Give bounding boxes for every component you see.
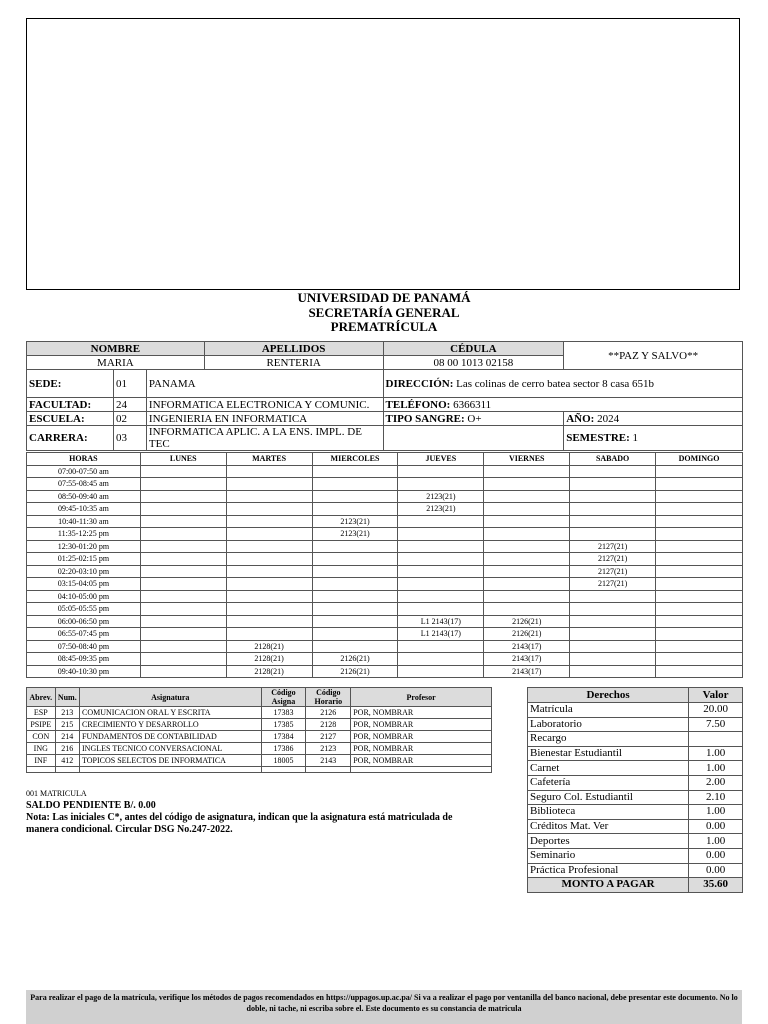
fee-row — [528, 746, 743, 761]
schedule-cell — [140, 640, 226, 653]
address-cell — [383, 370, 742, 398]
time-slot: 04:10-05:00 pm — [27, 590, 141, 603]
fee-name: Seminario — [528, 848, 689, 863]
schedule-cell — [484, 465, 570, 478]
schedule-row — [27, 578, 743, 591]
schedule-cell — [312, 578, 398, 591]
schedule-cell: 2128(21) — [226, 665, 312, 678]
schedule-cell — [398, 515, 484, 528]
schedule-cell — [398, 578, 484, 591]
subject-cell: 17383 — [261, 707, 306, 719]
sede-label: SEDE: — [27, 370, 114, 398]
schedule-cell — [656, 603, 743, 616]
subjects-header: Código Horario — [306, 688, 351, 707]
subject-row — [27, 719, 492, 731]
schedule-cell — [656, 515, 743, 528]
schedule-cell: 2123(21) — [312, 515, 398, 528]
schedule-cell — [140, 528, 226, 541]
fee-row — [528, 717, 743, 732]
career-label: CARRERA: — [27, 426, 114, 451]
schedule-cell: 2128(21) — [226, 640, 312, 653]
time-slot: 06:55-07:45 pm — [27, 628, 141, 641]
schedule-cell — [570, 615, 656, 628]
fee-name: Carnet — [528, 761, 689, 776]
fee-row — [528, 790, 743, 805]
fee-value: 1.00 — [689, 805, 743, 820]
schedule-header: JUEVES — [398, 453, 484, 466]
payment-footer — [26, 990, 742, 1024]
blood-value: O+ — [467, 412, 482, 425]
schedule-cell: 2127(21) — [570, 578, 656, 591]
fee-name: Créditos Mat. Ver — [528, 819, 689, 834]
schedule-row — [27, 615, 743, 628]
schedule-cell — [656, 565, 743, 578]
schedule-cell: 2127(21) — [570, 553, 656, 566]
schedule-cell — [312, 640, 398, 653]
schedule-cell — [484, 503, 570, 516]
schedule-cell — [484, 528, 570, 541]
schedule-cell — [656, 553, 743, 566]
schedule-cell — [484, 490, 570, 503]
subject-cell: POR, NOMBRAR — [351, 719, 492, 731]
schedule-cell — [570, 465, 656, 478]
schedule-cell: 2126(21) — [312, 665, 398, 678]
status-badge: **PAZ Y SALVO** — [564, 342, 743, 370]
schedule-header: HORAS — [27, 453, 141, 466]
schedule-cell — [656, 578, 743, 591]
schedule-cell — [484, 565, 570, 578]
schedule-cell — [140, 515, 226, 528]
fee-row — [528, 848, 743, 863]
fee-value: 1.00 — [689, 746, 743, 761]
schedule-header: VIERNES — [484, 453, 570, 466]
fees-header: Derechos — [528, 688, 689, 703]
subject-cell: PSIPE — [27, 719, 56, 731]
schedule-cell: 2143(17) — [484, 653, 570, 666]
schedule-cell — [570, 590, 656, 603]
subject-cell: 2123 — [306, 743, 351, 755]
subject-row — [27, 743, 492, 755]
conditional-note: Nota: Las iniciales C*, antes del código de asignatura, indican que la asignatura está matriculada de manera condicional. Circular DSG No.247-2022. — [26, 812, 453, 835]
schedule-cell — [570, 478, 656, 491]
semester-value: 1 — [632, 432, 639, 444]
schedule-cell — [570, 490, 656, 503]
subject-cell: 216 — [55, 743, 79, 755]
time-slot: 05:05-05:55 pm — [27, 603, 141, 616]
fee-name: Seguro Col. Estudiantil — [528, 790, 689, 805]
subject-cell: POR, NOMBRAR — [351, 743, 492, 755]
schedule-cell — [140, 653, 226, 666]
schedule-cell — [656, 478, 743, 491]
schedule-cell — [398, 465, 484, 478]
subject-cell-blank — [306, 767, 351, 773]
fees-table — [527, 687, 743, 893]
subject-cell: POR, NOMBRAR — [351, 731, 492, 743]
fee-value: 1.00 — [689, 761, 743, 776]
address-value: Las colinas de cerro batea sector 8 casa 651b — [456, 377, 655, 390]
schedule-cell — [484, 478, 570, 491]
schedule-header: MARTES — [226, 453, 312, 466]
schedule-row — [27, 653, 743, 666]
time-slot: 09:45-10:35 am — [27, 503, 141, 516]
schedule-cell: 2123(21) — [312, 528, 398, 541]
schedule-row — [27, 478, 743, 491]
subject-row — [27, 731, 492, 743]
schedule-cell — [312, 478, 398, 491]
schedule-row — [27, 565, 743, 578]
schedule-row — [27, 528, 743, 541]
schedule-cell: L1 2143(17) — [398, 615, 484, 628]
fee-row — [528, 819, 743, 834]
schedule-cell — [226, 515, 312, 528]
time-slot: 03:15-04:05 pm — [27, 578, 141, 591]
career-value: INFORMATICA APLIC. A LA ENS. IMPL. DE TEC — [146, 426, 383, 451]
subjects-header: Abrev. — [27, 688, 56, 707]
schedule-cell: 2126(21) — [484, 628, 570, 641]
schedule-row — [27, 540, 743, 553]
subject-cell: POR, NOMBRAR — [351, 707, 492, 719]
time-slot: 07:55-08:45 am — [27, 478, 141, 491]
schedule-cell — [140, 478, 226, 491]
subject-cell: 213 — [55, 707, 79, 719]
schedule-cell — [656, 665, 743, 678]
time-slot: 09:40-10:30 pm — [27, 665, 141, 678]
schedule-cell — [226, 590, 312, 603]
semester-label: SEMESTRE: — [566, 432, 630, 444]
name-header: NOMBRE — [27, 342, 205, 356]
fee-row — [528, 834, 743, 849]
subject-cell: ING — [27, 743, 56, 755]
pending-balance: SALDO PENDIENTE B/. 0.00 — [26, 800, 156, 811]
schedule-cell — [484, 553, 570, 566]
fees-header: Valor — [689, 688, 743, 703]
fee-value: 2.00 — [689, 775, 743, 790]
footer-text: Para realizar el pago de la matrícula, verifique los métodos de pagos recomendados en https://uppagos.up.ac.pa/ Si va a realizar el pago por ventanilla del banco nacional, debe presentar este documento. No lo doble, ni tache, ni escriba sobre el. Este documento es su constancia de matricula — [30, 993, 738, 1013]
faculty-label: FACULTAD: — [27, 398, 114, 412]
schedule-cell — [398, 553, 484, 566]
subject-row-blank — [27, 767, 492, 773]
schedule-table — [26, 452, 743, 678]
schedule-cell — [570, 665, 656, 678]
schedule-cell — [484, 578, 570, 591]
schedule-cell: 2127(21) — [570, 565, 656, 578]
schedule-cell — [140, 578, 226, 591]
fee-value: 0.00 — [689, 819, 743, 834]
schedule-cell — [570, 653, 656, 666]
schedule-cell — [570, 503, 656, 516]
schedule-cell — [226, 615, 312, 628]
total-value: 35.60 — [689, 878, 743, 893]
schedule-row — [27, 553, 743, 566]
document-header — [0, 291, 768, 335]
schedule-cell — [398, 478, 484, 491]
time-slot: 02:20-03:10 pm — [27, 565, 141, 578]
schedule-cell: L1 2143(17) — [398, 628, 484, 641]
empty-cell — [383, 426, 564, 451]
subject-cell: POR, NOMBRAR — [351, 755, 492, 767]
schedule-cell — [398, 528, 484, 541]
schedule-header: SABADO — [570, 453, 656, 466]
blood-cell — [383, 412, 564, 426]
subject-cell: TOPICOS SELECTOS DE INFORMATICA — [80, 755, 262, 767]
university-title: UNIVERSIDAD DE PANAMÁ — [297, 290, 471, 305]
schedule-cell — [656, 615, 743, 628]
schedule-cell — [656, 640, 743, 653]
schedule-cell — [226, 465, 312, 478]
schedule-row — [27, 628, 743, 641]
schedule-cell — [570, 515, 656, 528]
schedule-cell — [656, 628, 743, 641]
fee-row — [528, 703, 743, 718]
schedule-cell — [570, 640, 656, 653]
schedule-cell — [140, 665, 226, 678]
fee-name: Cafetería — [528, 775, 689, 790]
student-name: MARIA — [27, 356, 205, 370]
year-value: 2024 — [597, 412, 620, 425]
address-label: DIRECCIÓN: — [385, 377, 454, 390]
schedule-cell — [140, 465, 226, 478]
student-id: 08 00 1013 02158 — [383, 356, 564, 370]
subject-cell: 2127 — [306, 731, 351, 743]
enrollment-code: 001 MATRICULA — [26, 789, 87, 798]
semester-cell — [564, 426, 743, 451]
fee-name: Deportes — [528, 834, 689, 849]
school-label: ESCUELA: — [27, 412, 114, 426]
schedule-cell — [656, 653, 743, 666]
fee-name: Recargo — [528, 732, 689, 747]
subject-cell-blank — [351, 767, 492, 773]
schedule-cell — [484, 540, 570, 553]
subject-cell-blank — [27, 767, 56, 773]
subject-row — [27, 707, 492, 719]
schedule-row — [27, 490, 743, 503]
subject-row — [27, 755, 492, 767]
schedule-cell — [570, 628, 656, 641]
schedule-cell — [312, 615, 398, 628]
schedule-cell — [140, 490, 226, 503]
schedule-header: LUNES — [140, 453, 226, 466]
subject-cell: 17384 — [261, 731, 306, 743]
schedule-cell — [140, 503, 226, 516]
subject-cell: INGLES TECNICO CONVERSACIONAL — [80, 743, 262, 755]
schedule-cell — [656, 490, 743, 503]
career-code: 03 — [113, 426, 146, 451]
schedule-cell — [312, 490, 398, 503]
time-slot: 07:50-08:40 pm — [27, 640, 141, 653]
fee-row — [528, 805, 743, 820]
office-title: SECRETARÍA GENERAL — [308, 304, 460, 320]
fee-value: 0.00 — [689, 848, 743, 863]
fee-name: Bienestar Estudiantil — [528, 746, 689, 761]
subject-cell: 18005 — [261, 755, 306, 767]
year-label: AÑO: — [566, 412, 595, 425]
schedule-cell — [656, 540, 743, 553]
subjects-header: Num. — [55, 688, 79, 707]
faculty-value: INFORMATICA ELECTRONICA Y COMUNIC. — [146, 398, 383, 412]
subjects-header: Asignatura — [80, 688, 262, 707]
schedule-cell — [656, 590, 743, 603]
schedule-cell — [140, 628, 226, 641]
subject-cell: 412 — [55, 755, 79, 767]
schedule-cell — [398, 603, 484, 616]
notes-block — [26, 788, 486, 836]
schedule-cell: 2126(21) — [484, 615, 570, 628]
subjects-header: Código Asigna — [261, 688, 306, 707]
schedule-cell — [398, 565, 484, 578]
student-info-table — [26, 341, 743, 451]
schedule-row — [27, 665, 743, 678]
fee-name: Matrícula — [528, 703, 689, 718]
schedule-cell: 2127(21) — [570, 540, 656, 553]
schedule-row — [27, 590, 743, 603]
schedule-header: DOMINGO — [656, 453, 743, 466]
fee-row — [528, 775, 743, 790]
schedule-cell: 2143(17) — [484, 640, 570, 653]
schedule-cell — [398, 590, 484, 603]
subject-cell-blank — [80, 767, 262, 773]
subject-cell-blank — [55, 767, 79, 773]
subject-cell: 214 — [55, 731, 79, 743]
schedule-cell — [312, 553, 398, 566]
student-surname: RENTERIA — [204, 356, 383, 370]
schedule-cell — [140, 615, 226, 628]
school-code: 02 — [113, 412, 146, 426]
schedule-cell — [484, 603, 570, 616]
schedule-cell — [656, 528, 743, 541]
subject-cell: FUNDAMENTOS DE CONTABILIDAD — [80, 731, 262, 743]
subject-cell-blank — [261, 767, 306, 773]
time-slot: 08:45-09:35 pm — [27, 653, 141, 666]
subject-cell: 2143 — [306, 755, 351, 767]
subject-cell: 17385 — [261, 719, 306, 731]
photo-frame — [26, 18, 740, 290]
phone-value: 6366311 — [453, 398, 492, 411]
schedule-cell — [312, 628, 398, 641]
schedule-cell — [226, 553, 312, 566]
schedule-cell — [570, 603, 656, 616]
fee-row — [528, 732, 743, 747]
schedule-cell — [226, 603, 312, 616]
fee-value: 20.00 — [689, 703, 743, 718]
schedule-cell — [140, 553, 226, 566]
schedule-cell: 2123(21) — [398, 490, 484, 503]
schedule-cell — [312, 540, 398, 553]
schedule-cell — [398, 540, 484, 553]
fee-value: 1.00 — [689, 834, 743, 849]
schedule-cell: 2143(17) — [484, 665, 570, 678]
schedule-cell — [140, 603, 226, 616]
id-header: CÉDULA — [383, 342, 564, 356]
schedule-cell — [226, 478, 312, 491]
fee-name: Biblioteca — [528, 805, 689, 820]
schedule-cell — [312, 590, 398, 603]
sede-code: 01 — [113, 370, 146, 398]
schedule-row — [27, 640, 743, 653]
schedule-cell: 2123(21) — [398, 503, 484, 516]
schedule-cell — [226, 540, 312, 553]
schedule-cell — [398, 640, 484, 653]
time-slot: 06:00-06:50 pm — [27, 615, 141, 628]
schedule-cell — [570, 528, 656, 541]
schedule-cell — [312, 565, 398, 578]
faculty-code: 24 — [113, 398, 146, 412]
subject-cell: 17386 — [261, 743, 306, 755]
phone-cell — [383, 398, 742, 412]
schedule-cell: 2128(21) — [226, 653, 312, 666]
fee-value: 2.10 — [689, 790, 743, 805]
schedule-row — [27, 603, 743, 616]
fee-name: Práctica Profesional — [528, 863, 689, 878]
schedule-row — [27, 503, 743, 516]
schedule-row — [27, 515, 743, 528]
time-slot: 12:30-01:20 pm — [27, 540, 141, 553]
fee-value: 0.00 — [689, 863, 743, 878]
subject-cell: CRECIMIENTO Y DESARROLLO — [80, 719, 262, 731]
schedule-cell — [312, 465, 398, 478]
phone-label: TELÉFONO: — [385, 398, 451, 411]
total-label: MONTO A PAGAR — [528, 878, 689, 893]
schedule-cell — [312, 603, 398, 616]
schedule-cell — [312, 503, 398, 516]
schedule-cell — [226, 578, 312, 591]
schedule-cell — [226, 628, 312, 641]
subjects-header: Profesor — [351, 688, 492, 707]
schedule-cell: 2126(21) — [312, 653, 398, 666]
fee-name: Laboratorio — [528, 717, 689, 732]
time-slot: 07:00-07:50 am — [27, 465, 141, 478]
schedule-row — [27, 465, 743, 478]
year-cell — [564, 412, 743, 426]
subject-cell: 215 — [55, 719, 79, 731]
fee-value — [689, 732, 743, 747]
time-slot: 10:40-11:30 am — [27, 515, 141, 528]
schedule-cell — [656, 503, 743, 516]
schedule-cell — [140, 540, 226, 553]
schedule-cell — [140, 590, 226, 603]
time-slot: 01:25-02:15 pm — [27, 553, 141, 566]
schedule-cell — [484, 590, 570, 603]
subject-cell: COMUNICACION ORAL Y ESCRITA — [80, 707, 262, 719]
document-title: PREMATRÍCULA — [330, 319, 438, 334]
subject-cell: CON — [27, 731, 56, 743]
subjects-table — [26, 687, 492, 773]
blood-label: TIPO SANGRE: — [385, 412, 465, 425]
subject-cell: 2126 — [306, 707, 351, 719]
schedule-cell — [226, 528, 312, 541]
school-value: INGENIERIA EN INFORMATICA — [146, 412, 383, 426]
schedule-header: MIERCOLES — [312, 453, 398, 466]
surname-header: APELLIDOS — [204, 342, 383, 356]
time-slot: 08:50-09:40 am — [27, 490, 141, 503]
schedule-cell — [398, 653, 484, 666]
schedule-cell — [226, 565, 312, 578]
schedule-cell — [656, 465, 743, 478]
fee-value: 7.50 — [689, 717, 743, 732]
schedule-cell — [226, 490, 312, 503]
schedule-cell — [226, 503, 312, 516]
subject-cell: INF — [27, 755, 56, 767]
fee-row — [528, 863, 743, 878]
fee-row — [528, 761, 743, 776]
schedule-cell — [484, 515, 570, 528]
schedule-cell — [398, 665, 484, 678]
subject-cell: ESP — [27, 707, 56, 719]
subject-cell: 2128 — [306, 719, 351, 731]
time-slot: 11:35-12:25 pm — [27, 528, 141, 541]
schedule-cell — [140, 565, 226, 578]
sede-value: PANAMA — [146, 370, 383, 398]
